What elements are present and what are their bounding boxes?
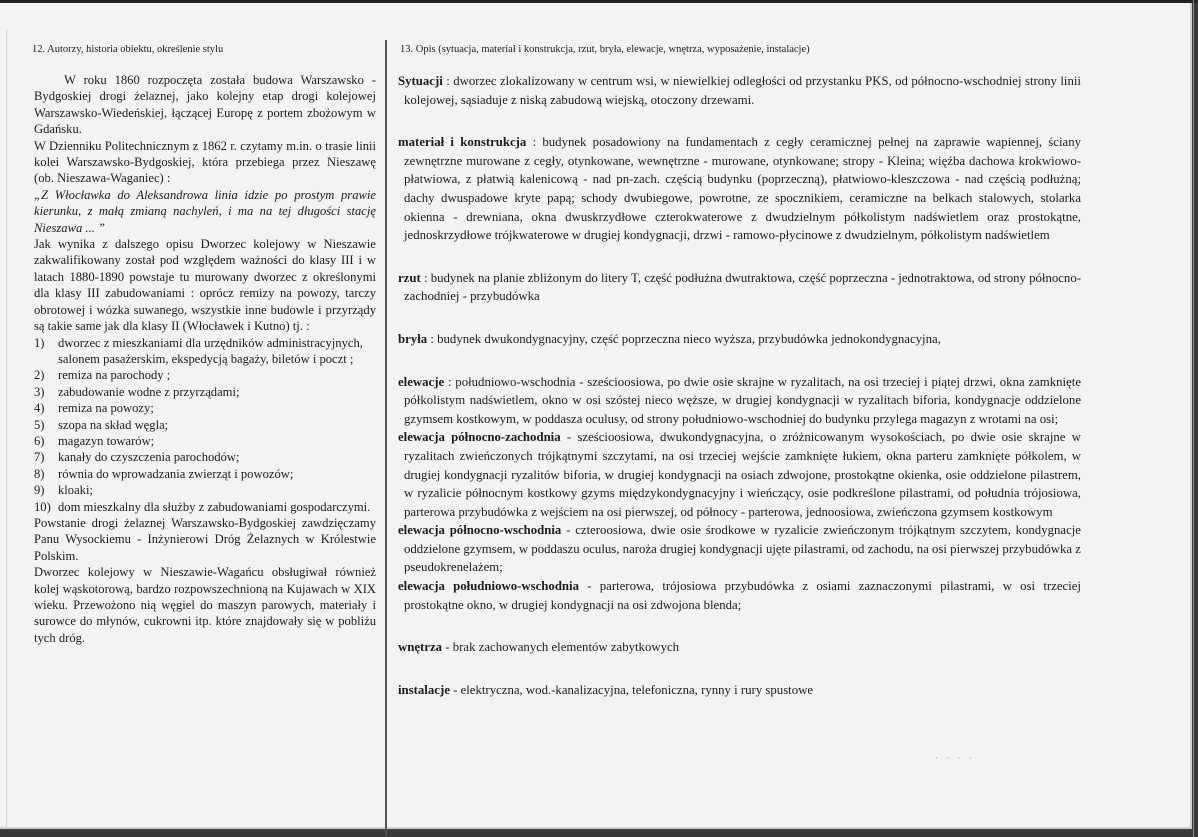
list-number: 7) [34,450,45,465]
section-text: sześcioosiowa, dwukondygnacyjna, o zróżnicowanym wysokościach, po dwie osie skrajne w ryzalitach zwieńczonych trójkątnymi szczytami, na osi trzeciej wejście zamknięte łukiem, okna parteru zamknięte półkolem, w drugiej kondygnacji ryzalitów biforia, w drugiej kondygnacji na osiach zdwojone, prostokątne okienka, osie oddzielone pilastrem, w ryzalicie północnym kostkowy gzyms międzykondygnacyjny i wieńczący, osie podkreślone pilastrami, od południa trójosiowa, parterowa przybudówka z wejściem na osi pierwszej, od północy - parterowa, jednoosiowa, zwieńczona gzymsem kostkowym [404,430,1081,519]
section-installations [398,681,1081,700]
section-separator: : [420,270,431,285]
section-text: budynek na planie zbliżonym do litery T, część podłużna dwutraktowa, część poprzeczna - jednotraktowa, od strony północno-zachodniej - przybudówka [404,270,1081,304]
list-number: 3) [34,384,45,399]
building-list [34,335,376,515]
section-elevation-ne [398,521,1081,577]
section-label: elewacja północno-wschodnia [398,523,562,538]
list-number: 1) [34,335,45,350]
list-text: kloaki; [58,483,93,498]
list-item [34,466,376,482]
list-number: 9) [34,483,45,498]
list-item [34,433,376,449]
list-item [34,449,376,465]
section-label: Sytuacji [398,74,443,88]
section-label: elewacja południowo-wschodnia [398,579,580,594]
section-text: południowo-wschodnia - sześcioosiowa, po dwie osie skrajne w ryzalitach, na osi trzeciej i piątej drzwi, okna zamknięte półkolistym nadświetlem, okno w osi szóstej nieco węższe, w drugiej kondygnacji w ryzalitach biforia, kondygnacje oddzielone gzymsem kostkowym, w poddasza oculusy, od strony południowo-wschodniej do budynku przylega magazyn z wrotami na osi; [404,374,1081,426]
section-separator: - [560,430,578,445]
list-text: remiza na parochody ; [58,368,171,383]
section-label: elewacja północno-zachodnia [398,430,561,445]
list-item [34,384,376,400]
history-paragraph: W roku 1860 rozpoczęta została budowa Warszawsko - Bydgoskiej drogi żelaznej, jako kolejny etap drogi kolejowej Warszawsko-Wiedeńskiej, łączącej Europę z portem zbożowym w Gdańsku. [34,73,376,137]
list-item [34,499,376,515]
section-label: instalacje [398,682,450,697]
list-text: szopa na skład węgla; [58,417,169,432]
list-item [34,417,376,433]
section-text: budynek dwukondygnacyjny, część poprzeczna nieco wyższa, przybudówka jednokondygnacyjna, [437,331,941,346]
section-label: materiał i konstrukcja [398,135,527,150]
list-item [34,367,376,383]
list-text: zabudowanie wodne z przyrządami; [58,384,240,399]
pencil-marks: · · · · [935,753,975,763]
history-paragraph: Dworzec kolejowy w Nieszawie-Wagańcu obsługiwał również kolej wąskotorową, bardzo rozpowszechnioną na Kujawach w XIX wieku. Przewożono nią węgiel do maszyn parowych, materiały i surowce do młynów, cukrowni itp. które znajdowały się w pobliżu tych dróg. [34,565,376,645]
list-text: dom mieszkalny dla służby z zabudowaniami gospodarczymi. [58,499,371,514]
section-plan [398,269,1081,306]
list-number: 4) [34,401,45,416]
section-situation [398,72,1081,109]
section-label: bryła [398,331,428,346]
list-item [34,335,376,368]
list-item [34,400,376,416]
section-separator: - [442,640,453,655]
history-column [34,72,376,646]
section-separator: : [444,374,456,389]
list-text: remiza na powozy; [58,401,154,416]
section-text: parterowa, trójosiowa przybudówka z osiami zaznaczonymi pilastrami, w osi trzeciej prostokątne okno, w drugiej kondygnacji na osi zdwojona blenda; [404,579,1081,612]
top-border [0,0,1198,3]
section-interiors [398,638,1081,657]
list-text: dworzec z mieszkaniami dla urzędników administracyjnych, salonem pasażerskim, ekspedycją bagaży, biletów i poczt ; [58,335,363,366]
section-separator: : [526,135,543,150]
list-number: 2) [34,368,45,383]
section-text: dworzec zlokalizowany w centrum wsi, w niewielkiej odległości od przystanku PKS, od północno-wschodniej strony linii kolejowej, sąsiaduje z niską zabudową wiejską, otoczony drzewami. [404,74,1081,107]
section-elevation-nw [398,428,1081,521]
section-separator: - [561,523,576,538]
list-text: kanały do czyszczenia parochodów; [58,450,240,465]
section-label: rzut [398,270,421,285]
section-text: elektryczna, wod.-kanalizacyjna, telefoniczna, rynny i rury spustowe [460,682,814,697]
list-text: magazyn towarów; [58,433,155,448]
description-column [398,72,1081,699]
section-text: czteroosiowa, dwie osie środkowe w ryzalicie zwieńczonym trójkątnym szczytem, kondygnacje oddzielone gzymsem, w poddaszu oculus, naroża drugiej kondygnacji ujęte pilastrami, od zachodu, na osi pierwszej przybudówka z pseudokrenelażem; [404,523,1081,575]
right-column-heading: 13. Opis (sytuacja, materiał i konstrukcja, rzut, bryła, elewacje, wnętrza, wyposażenie, instalacje) [400,44,810,55]
history-paragraph: Jak wynika z dalszego opisu Dworzec kolejowy w Nieszawie zakwalifikowany został pod względem ważności do klasy III i w latach 1880-1890 powstaje tu murowany dworzec z określonymi dla klasy III zabudowaniami : oprócz remizy na powozy, tarczy obrotowej i wózka suwanego, wszystkie inne budowle i przyrządy są takie same jak dla klasy II (Włocławek i Kutno) tj. : [34,237,376,334]
list-number: 5) [34,417,45,432]
section-separator: : [427,331,438,346]
section-separator: - [449,682,461,697]
history-paragraph: Powstanie drogi żelaznej Warszawsko-Bydgoskiej zawdzięczamy Panu Wysockiemu - Inżynierowi Dróg Żelaznych w Królestwie Polskim. [34,515,376,563]
left-column-heading: 12. Autorzy, historia obiektu, określenie stylu [32,44,224,55]
section-massing [398,330,1081,349]
section-label: elewacje [398,374,445,389]
section-text: budynek posadowiony na fundamentach z cegły ceramicznej pełnej na zaprawie wapiennej, ściany zewnętrzne murowane z cegły, otynkowane, wewnętrzne - murowane, otynkowane; stropy - Kleina; więźba dachowa krokwiowo-płatwiowa, z płatwią kalenicową - nad pn-zach. częścią budynku (poprzeczną), płatwiowo-kleszczowa - nad częścią podłużną; dachy dwuspadowe kryte papą; schody dwubiegowe, powrotne, ze spocznikiem, ceramiczne na belkach stalowych, stolarka okienna - drewniana, okna dwuskrzydłowe czterokwaterowe z dwudzielnym półkolistym nadświetlem oraz prostokątne, jednoskrzydłowe trójkwaterowe w drugiej kondygnacji, drzwi - ramowo-płycinowe z dwudzielnym, półkolistym nadświetlem [404,135,1081,243]
history-quote: „Z Włocławka do Aleksandrowa linia idzie po prostym prawie kierunku, z małą zmianą nachyleń, i ma na tej długości stację Nieszawa ... ” [34,187,376,235]
section-separator: - [579,579,600,594]
list-number: 8) [34,466,45,481]
history-paragraph: W Dzienniku Politechnicznym z 1862 r. czytamy m.in. o trasie linii kolei Warszawsko-Bydgoskiej, która przebiega przez Nieszawę (ob. Nieszawa-Waganiec) : [34,138,376,186]
column-divider [385,40,387,835]
list-number: 10) [34,499,51,514]
list-item [34,482,376,498]
section-material [398,133,1081,245]
list-number: 6) [34,433,45,448]
section-text: brak zachowanych elementów zabytkowych [452,640,680,655]
list-text: równia do wprowadzania zwierząt i powozów; [58,466,294,481]
section-elevations [398,373,1081,429]
section-separator: : [442,74,454,88]
section-elevation-se [398,577,1081,614]
right-edge-line [1193,0,1194,837]
section-label: wnętrza [398,640,443,655]
